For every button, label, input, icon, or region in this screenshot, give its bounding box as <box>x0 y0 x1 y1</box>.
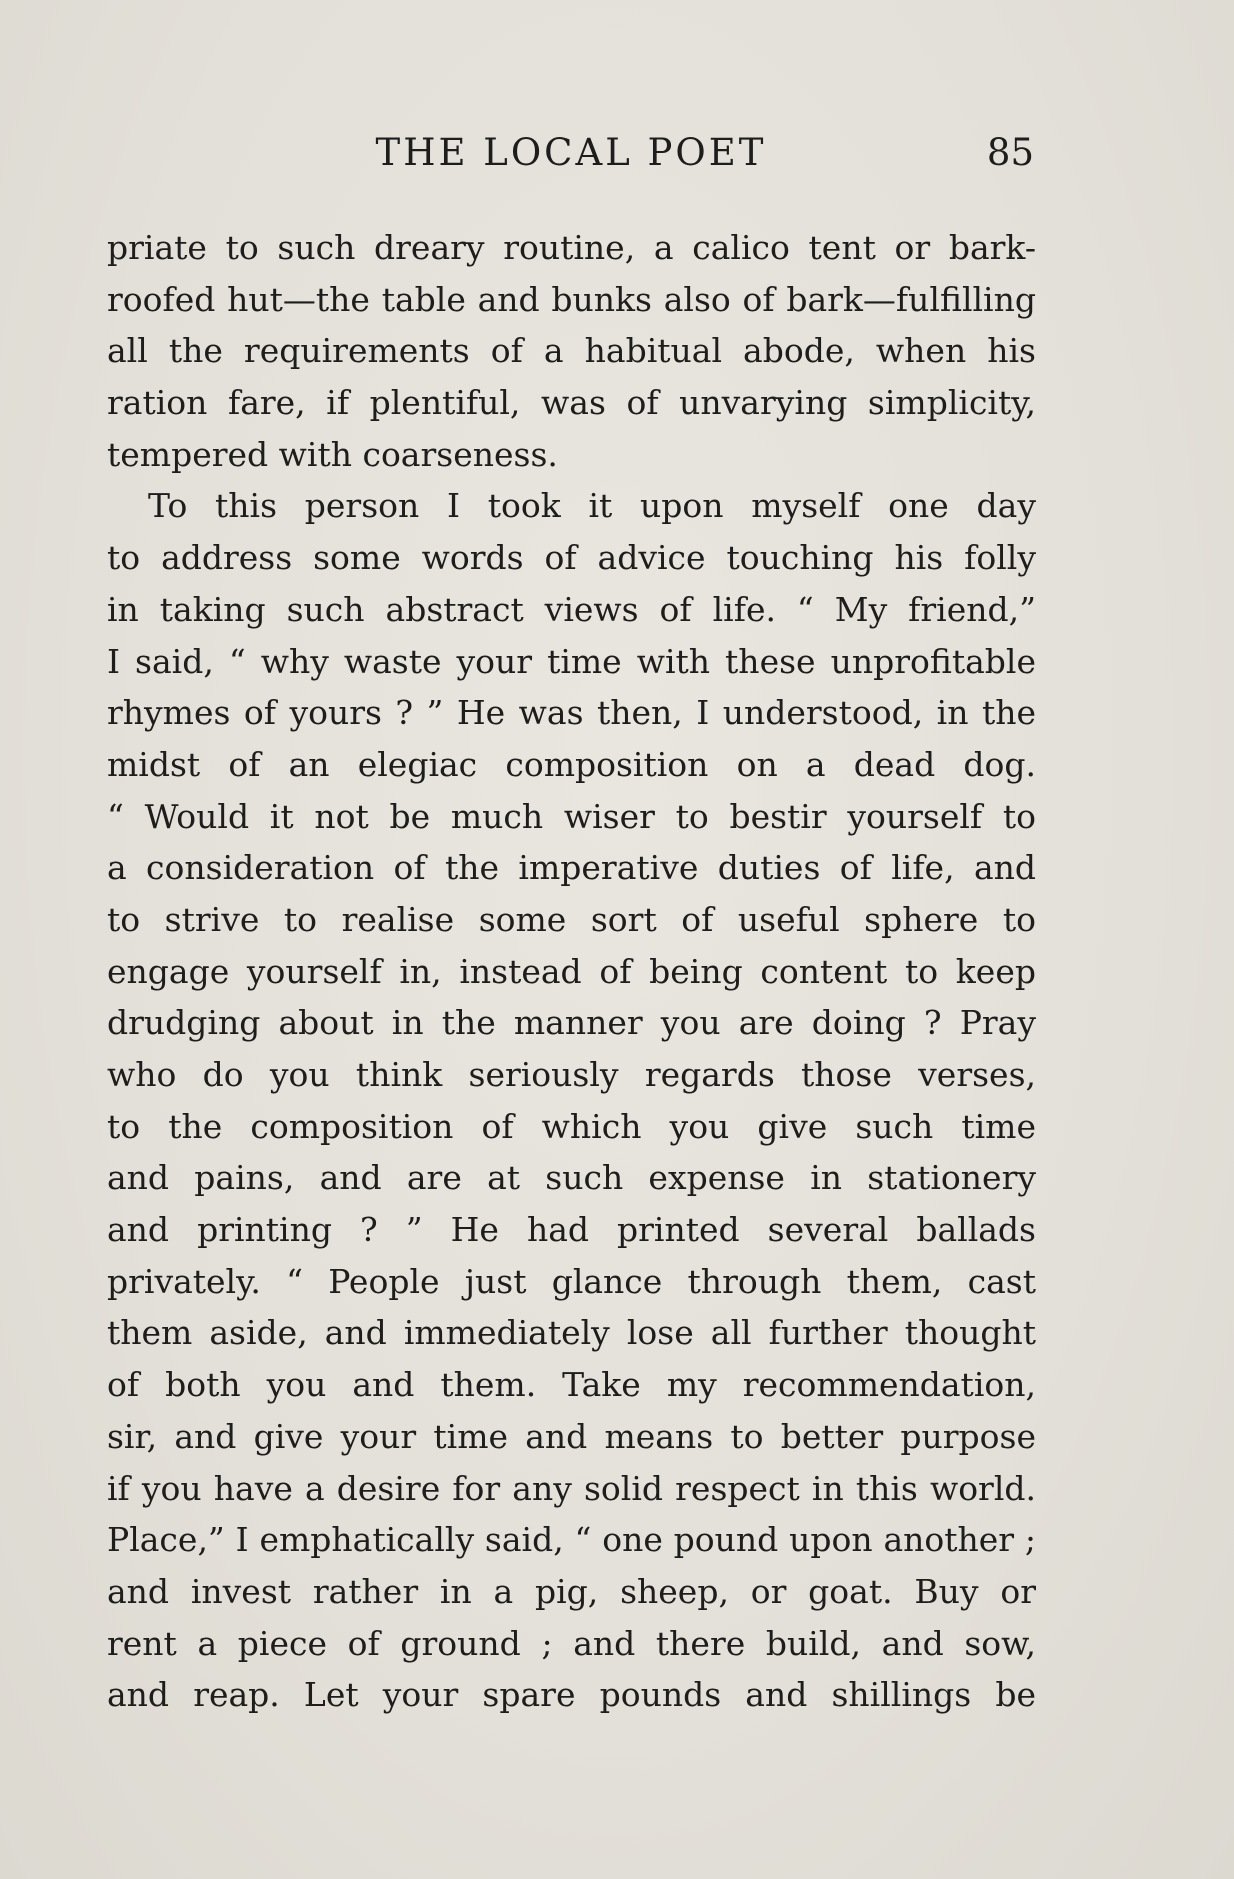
text-line: ration fare, if plentiful, was of unvarying simplicity, <box>107 383 1036 423</box>
text-line: engage yourself in, instead of being content to keep <box>107 951 1036 991</box>
text-line: midst of an elegiac composition on a dead dog. <box>107 744 1036 784</box>
text-line: privately. “ People just glance through them, cast <box>107 1261 1036 1301</box>
text-line: and pains, and are at such expense in stationery <box>107 1158 1036 1198</box>
text-line: rhymes of yours ? ” He was then, I understood, in the <box>107 693 1036 733</box>
text-line: to strive to realise some sort of useful sphere to <box>107 899 1036 939</box>
text-line: “ Would it not be much wiser to bestir yourself to <box>107 796 1036 836</box>
text-line: priate to such dreary routine, a calico tent or bark- <box>107 228 1036 267</box>
text-line: I said, “ why waste your time with these unprofitable <box>107 641 1036 681</box>
text-line: in taking such abstract views of life. “ My friend,” <box>107 589 1036 629</box>
text-line: who do you think seriously regards those verses, <box>107 1055 1036 1094</box>
text-line: to the composition of which you give such time <box>107 1106 1036 1146</box>
text-line: them aside, and immediately lose all further thought <box>107 1313 1036 1353</box>
text-line: rent a piece of ground ; and there build, and sow, <box>107 1623 1036 1663</box>
text-line: and reap. Let your spare pounds and shillings be <box>107 1675 1036 1715</box>
text-line: tempered with coarseness. <box>107 434 558 474</box>
text-line: sir, and give your time and means to better purpose <box>107 1416 1036 1456</box>
text-line: all the requirements of a habitual abode, when his <box>107 331 1036 371</box>
text-line: and invest rather in a pig, sheep, or goat. Buy or <box>107 1571 1036 1611</box>
text-line: Place,” I emphatically said, “ one pound upon another ; <box>107 1520 1036 1560</box>
text-line: to address some words of advice touching his folly <box>107 538 1036 578</box>
page-number: 85 <box>986 131 1034 174</box>
text-line: and printing ? ” He had printed several ballads <box>107 1210 1036 1250</box>
text-line: drudging about in the manner you are doing ? Pray <box>107 1003 1036 1043</box>
text-line: roofed hut—the table and bunks also of bark—fulfilling <box>107 279 1036 319</box>
paragraph-first-line: To this person I took it upon myself one day <box>148 486 1036 526</box>
text-line: of both you and them. Take my recommendation, <box>107 1365 1036 1405</box>
text-line: if you have a desire for any solid respect in this world. <box>107 1468 1036 1508</box>
text-line: a consideration of the imperative duties of life, and <box>107 848 1036 888</box>
running-title: THE LOCAL POET <box>375 131 767 174</box>
body-text <box>107 222 1036 1721</box>
running-head <box>108 128 1034 178</box>
